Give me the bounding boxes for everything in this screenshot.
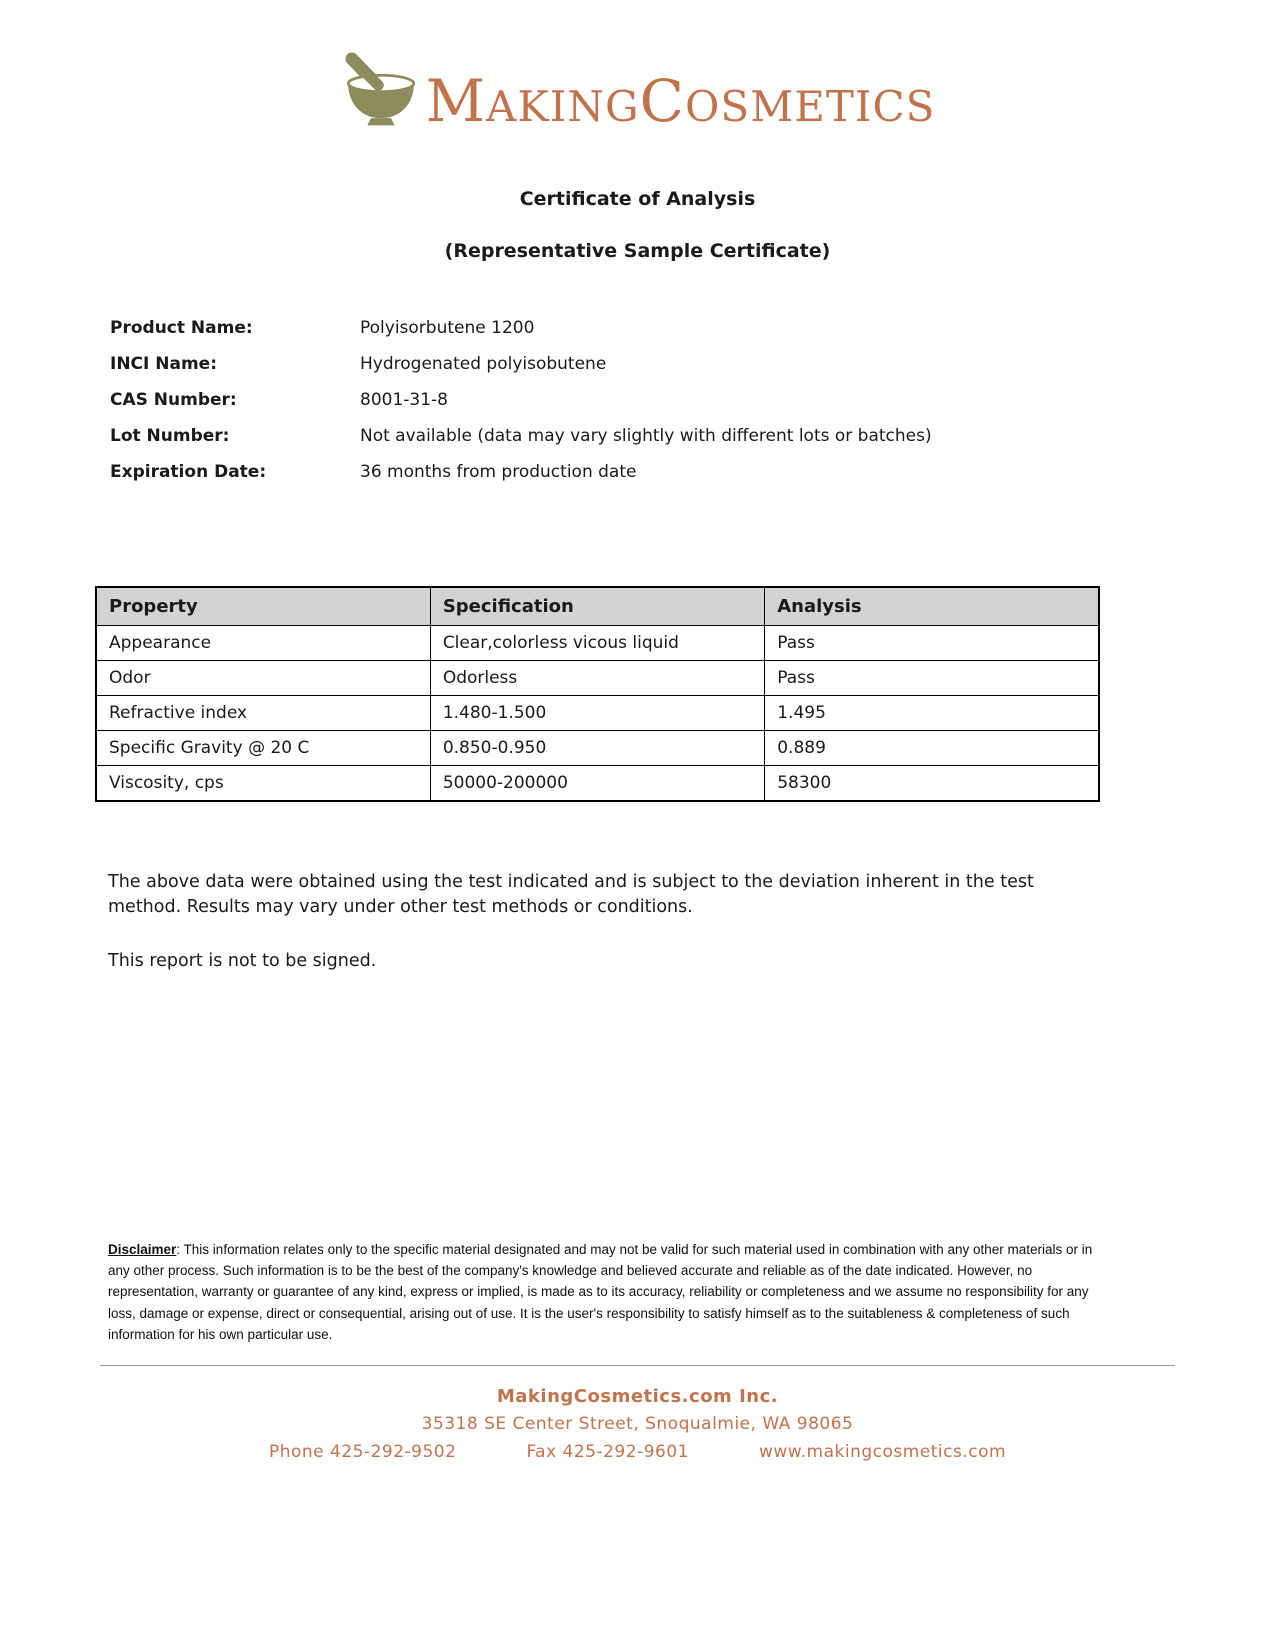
logo-aking: AKING [486, 82, 640, 131]
cell-specification: 50000-200000 [430, 766, 764, 802]
cell-analysis: 58300 [765, 766, 1099, 802]
logo-wordmark [425, 67, 936, 135]
table-row [96, 731, 1099, 766]
disclaimer [108, 1239, 1103, 1346]
cell-specification: Clear,colorless vicous liquid [430, 626, 764, 661]
field-value: 36 months from production date [360, 462, 637, 482]
field-value: Hydrogenated polyisobutene [360, 354, 607, 374]
table-header-row [96, 587, 1099, 626]
column-header-analysis: Analysis [765, 587, 1099, 626]
footer-phone: Phone 425-292-9502 [268, 1442, 457, 1463]
logo-letter-m: M [425, 67, 486, 135]
table-row [96, 626, 1099, 661]
table-row [96, 661, 1099, 696]
footer-address: 35318 SE Center Street, Snoqualmie, WA 98065 [421, 1414, 854, 1435]
field-label: Expiration Date: [110, 462, 267, 482]
logo [0, 0, 1275, 135]
disclaimer-text: : This information relates only to the specific material designated and may not be valid for such material used in combination with any other materials or in any other process. Such information is to be the best of the company's knowledge and believed accurate and reliable as of the date indicated. However, no representation, warranty or guarantee of any kind, express or implied, is made as to its accuracy, reliability or completeness and we assume no responsibility for any loss, damage or expense, direct or consequential, arising out of use. It is the user's responsibility to satisfy himself as to the suitableness & completeness of such information for his own particular use. [108, 1241, 1093, 1343]
field-label: Lot Number: [110, 426, 230, 446]
cell-analysis: Pass [765, 626, 1099, 661]
field-product-name [110, 318, 1275, 339]
table-row [96, 766, 1099, 802]
cell-analysis: Pass [765, 661, 1099, 696]
analysis-table [95, 586, 1100, 802]
field-inci-name [110, 354, 1275, 375]
product-fields [110, 318, 1275, 483]
column-header-property: Property [96, 587, 430, 626]
footer-contact [0, 1442, 1275, 1462]
column-header-specification: Specification [430, 587, 764, 626]
logo-osmetics: OSMETICS [685, 82, 936, 131]
cell-property: Appearance [96, 626, 430, 661]
not-signed-note: This report is not to be signed. [108, 950, 377, 971]
deviation-note: The above data were obtained using the test indicated and is subject to the deviation inherent in the test method. Results may vary under other test methods or conditions. [108, 872, 1034, 918]
field-value: Not available (data may vary slightly with different lots or batches) [360, 426, 932, 446]
cell-property: Specific Gravity @ 20 C [96, 731, 430, 766]
footer-website: www.makingcosmetics.com [758, 1442, 1007, 1463]
footer [0, 1386, 1275, 1462]
footer-divider [100, 1365, 1175, 1366]
footer-fax: Fax 425-292-9601 [526, 1442, 689, 1463]
cell-analysis: 1.495 [765, 696, 1099, 731]
field-lot-number [110, 426, 1275, 447]
logo-letter-c: C [639, 67, 685, 135]
cell-specification: 0.850-0.950 [430, 731, 764, 766]
field-expiration-date [110, 462, 1275, 483]
mortar-pestle-icon [340, 46, 422, 130]
field-label: Product Name: [110, 318, 253, 338]
field-label: CAS Number: [110, 390, 237, 410]
table-row [96, 696, 1099, 731]
document-title: Certificate of Analysis [519, 188, 756, 210]
document-subtitle: (Representative Sample Certificate) [444, 240, 831, 262]
cell-property: Odor [96, 661, 430, 696]
cell-property: Viscosity, cps [96, 766, 430, 802]
cell-specification: Odorless [430, 661, 764, 696]
footer-company: MakingCosmetics.com Inc. [496, 1386, 779, 1408]
field-cas-number [110, 390, 1275, 411]
cell-specification: 1.480-1.500 [430, 696, 764, 731]
field-value: Polyisorbutene 1200 [360, 318, 535, 338]
field-value: 8001-31-8 [360, 390, 448, 410]
disclaimer-label: Disclaimer [108, 1241, 177, 1257]
field-label: INCI Name: [110, 354, 218, 374]
cell-property: Refractive index [96, 696, 430, 731]
cell-analysis: 0.889 [765, 731, 1099, 766]
